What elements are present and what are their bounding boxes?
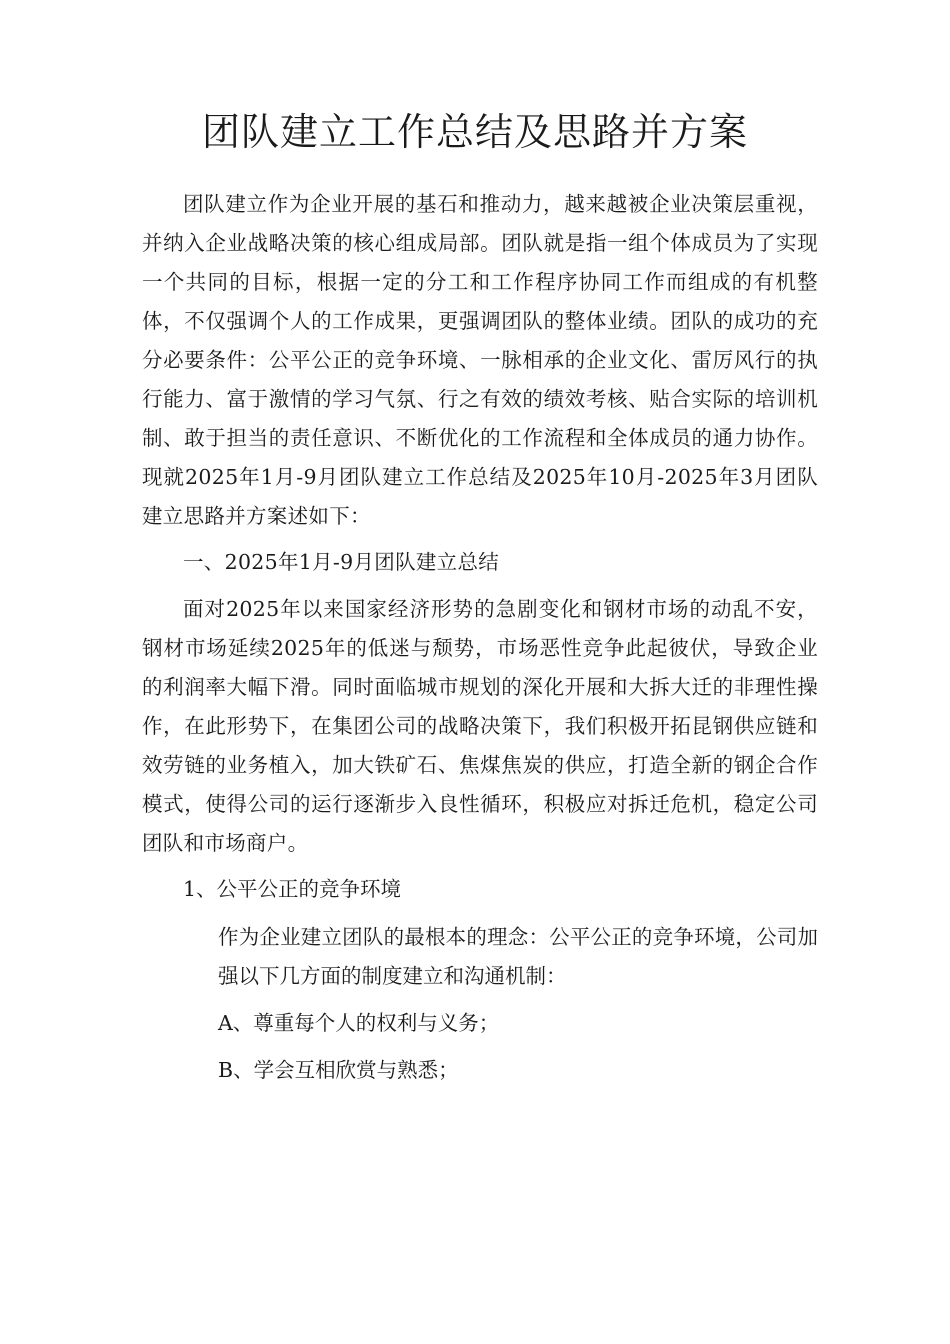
document-body	[142, 185, 818, 1098]
list-item: A、尊重每个人的权利与义务；	[218, 1011, 500, 1035]
list-item: B、学会互相欣赏与熟悉；	[218, 1058, 459, 1082]
section-heading-summary: 一、2025年1月-9月团队建立总结	[183, 550, 500, 574]
summary-paragraph: 面对2025年以来国家经济形势的急剧变化和钢材市场的动乱不安，钢材市场延续2025年的低迷与颓势，市场恶性竞争此起彼伏，导致企业的利润率大幅下滑。同时面临城市规划的深化开展和大拆大迁的非理性操作，在此形势下，在集团公司的战略决策下，我们积极开拓昆钢供应链和效劳链的业务植入，加大铁矿石、焦煤焦炭的供应，打造全新的钢企合作模式，使得公司的运行逐渐步入良性循环，积极应对拆迁危机，稳定公司团队和市场商户。	[142, 597, 818, 855]
subsection-heading: 1、公平公正的竞争环境	[183, 877, 402, 901]
subsection-intro: 作为企业建立团队的最根本的理念：公平公正的竞争环境，公司加强以下几方面的制度建立和沟通机制：	[218, 925, 818, 988]
document-title: 团队建立工作总结及思路并方案	[201, 110, 748, 154]
intro-paragraph: 团队建立作为企业开展的基石和推动力，越来越被企业决策层重视，并纳入企业战略决策的核心组成局部。团队就是指一组个体成员为了实现一个共同的目标，根据一定的分工和工作程序协同工作而组成的有机整体，不仅强调个人的工作成果，更强调团队的整体业绩。团队的成功的充分必要条件：公平公正的竞争环境、一脉相承的企业文化、雷厉风行的执行能力、富于激情的学习气氛、行之有效的绩效考核、贴合实际的培训机制、敢于担当的责任意识、不断优化的工作流程和全体成员的通力协作。现就2025年1月-9月团队建立工作总结及2025年10月-2025年3月团队建立思路并方案述如下：	[142, 192, 818, 528]
